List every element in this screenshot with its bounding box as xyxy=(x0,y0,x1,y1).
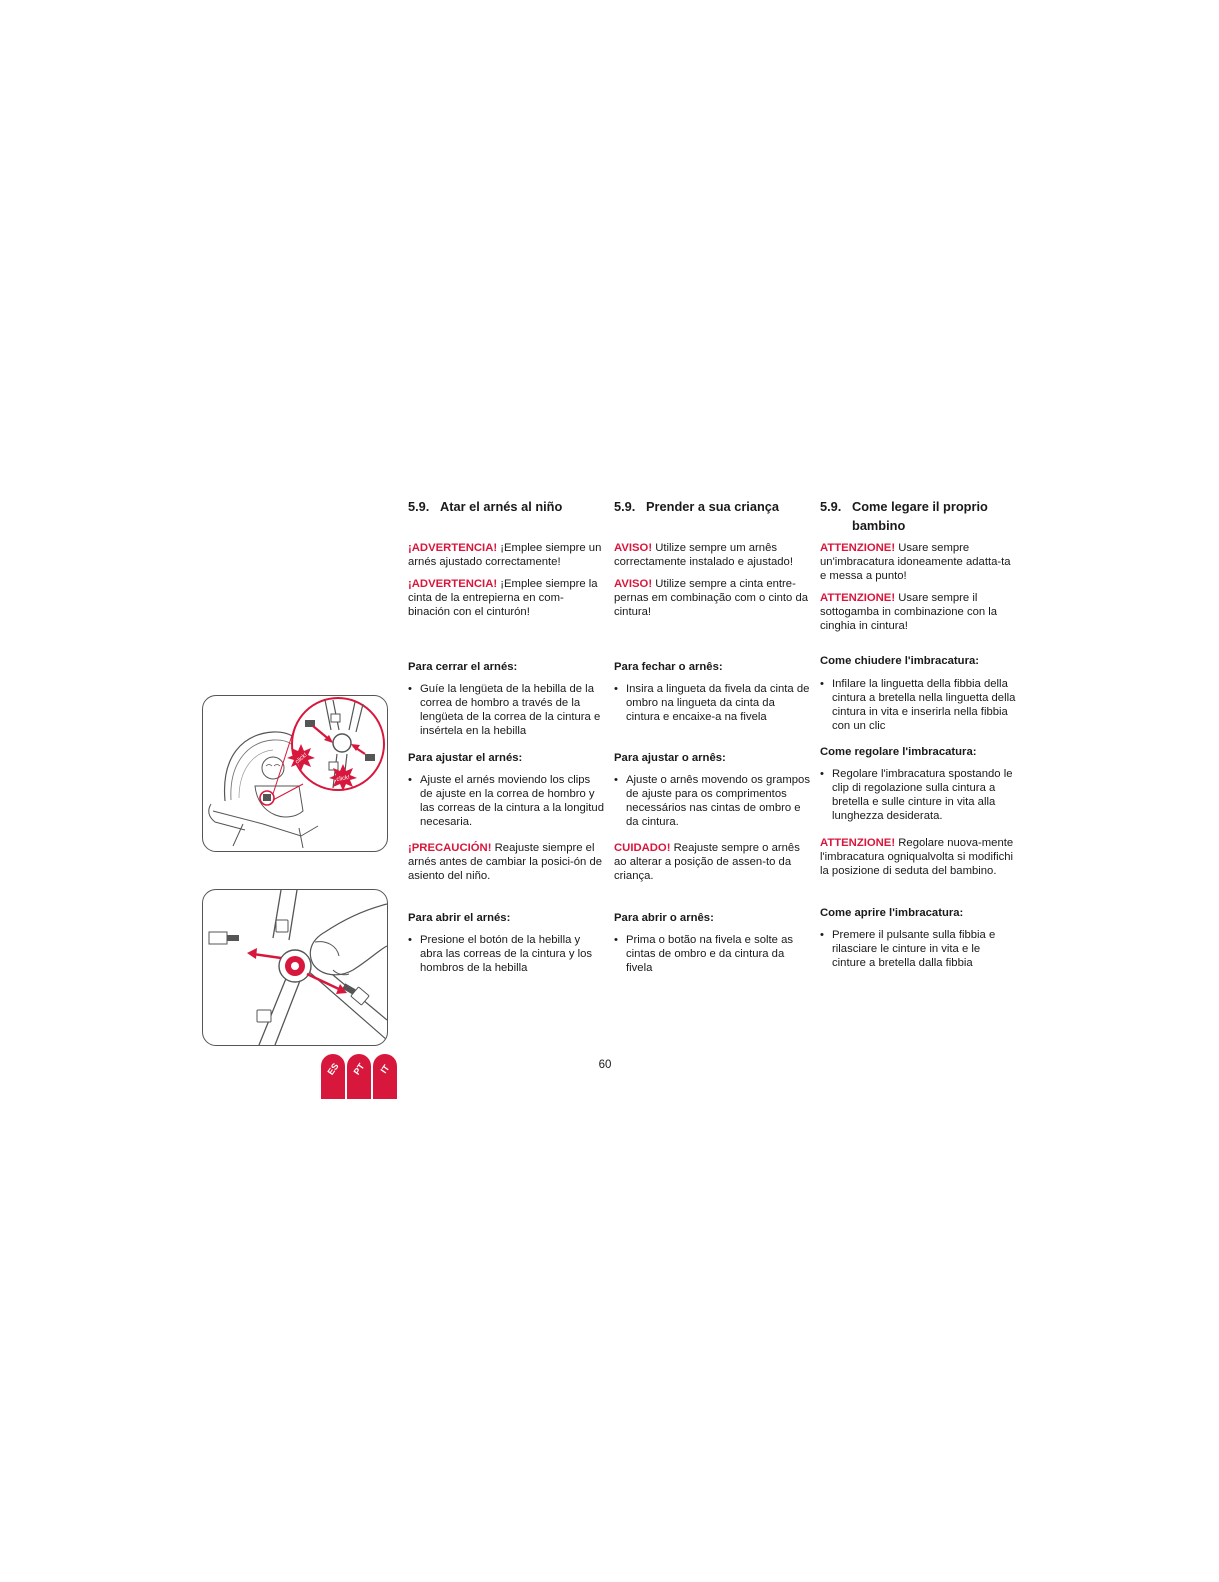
open-heading: Para abrir o arnês: xyxy=(614,912,714,924)
bullet-icon: • xyxy=(408,683,412,695)
open-bullet xyxy=(614,933,810,975)
harness-closing-illustration xyxy=(203,696,387,851)
caution-paragraph xyxy=(820,836,1016,878)
section-title: Atar el arnés al niño xyxy=(440,499,563,514)
close-bullet xyxy=(614,682,810,724)
adjust-heading: Para ajustar el arnés: xyxy=(408,752,523,764)
harness-closing-figure xyxy=(202,695,388,852)
warning-label: AVISO! xyxy=(614,578,653,590)
adjust-bullet xyxy=(820,767,1016,823)
bullet-text: Guíe la lengüeta de la hebilla de la correa de hombro a través de la lengüeta de la correa de la cintura e insértela en la hebilla xyxy=(420,683,601,737)
section-number: 5.9. xyxy=(614,499,636,514)
warning-label: ATTENZIONE! xyxy=(820,542,896,554)
warning-paragraph xyxy=(820,541,1016,583)
bullet-icon: • xyxy=(408,774,412,786)
bullet-icon: • xyxy=(614,774,618,786)
bullet-icon: • xyxy=(614,934,618,946)
caution-text: Reajuste sempre o arnês ao alterar a posição de assen-to da criança. xyxy=(614,842,800,882)
bullet-text: Ajuste el arnés moviendo los clips de ajuste en la correa de hombro y las correas de la cintura a la longitud necesaria. xyxy=(420,774,604,828)
caution-label: ¡PRECAUCIÓN! xyxy=(408,842,492,854)
language-tab-label: IT xyxy=(378,1062,392,1076)
bullet-text: Insira a lingueta da fivela da cinta de ombro na lingueta da cinta da cintura e encaixe-a na fivela xyxy=(626,683,810,723)
section-heading-pt xyxy=(614,497,810,516)
close-heading: Come chiudere l'imbracatura: xyxy=(820,655,980,667)
adjust-bullet xyxy=(408,773,604,829)
section-heading-it xyxy=(820,497,1016,535)
warning-label: ATTENZIONE! xyxy=(820,592,896,604)
bullet-text: Infilare la linguetta della fibbia della cintura a bretella nella linguetta della cintura in vita e inserirla nella fibbia con un clic xyxy=(832,678,1016,732)
warning-text: Usare sempre un'imbracatura idoneamente adatta-ta e messa a punto! xyxy=(820,542,1011,582)
bullet-text: Presione el botón de la hebilla y abra las correas de la cintura y los hombros de la hebilla xyxy=(420,934,593,974)
warning-text: ¡Emplee siempre la cinta de la entrepierna en com-binación con el cinturón! xyxy=(408,578,598,618)
open-heading: Come aprire l'imbracatura: xyxy=(820,907,964,919)
open-bullet xyxy=(408,933,604,975)
caution-paragraph xyxy=(408,841,604,883)
warning-paragraph xyxy=(614,577,810,619)
warning-paragraph xyxy=(820,591,1016,633)
harness-opening-figure xyxy=(202,889,388,1046)
close-bullet xyxy=(820,677,1016,733)
warning-paragraph xyxy=(408,541,604,569)
language-tab-it xyxy=(373,1054,397,1099)
bullet-text: Ajuste o arnês movendo os grampos de ajuste para os comprimentos necessários nas cintas de ombro e da cintura. xyxy=(626,774,810,828)
open-bullet xyxy=(820,928,1016,970)
warning-text: Utilize sempre a cinta entre-pernas em combinação com o cinto da cintura! xyxy=(614,578,809,618)
bullet-icon: • xyxy=(820,678,824,690)
bullet-icon: • xyxy=(408,934,412,946)
caution-label: CUIDADO! xyxy=(614,842,671,854)
bullet-icon: • xyxy=(820,929,824,941)
language-tab-es xyxy=(321,1054,345,1099)
warning-text: Utilize sempre um arnês correctamente instalado e ajustado! xyxy=(614,542,793,568)
harness-opening-illustration xyxy=(203,890,387,1045)
warning-paragraph xyxy=(408,577,604,619)
bullet-icon: • xyxy=(820,768,824,780)
adjust-heading: Come regolare l'imbracatura: xyxy=(820,746,977,758)
adjust-heading: Para ajustar o arnês: xyxy=(614,752,726,764)
warning-label: ¡ADVERTENCIA! xyxy=(408,542,498,554)
language-tab-label: ES xyxy=(325,1061,341,1077)
section-number: 5.9. xyxy=(408,499,430,514)
page-number: 60 xyxy=(598,1059,612,1071)
bullet-icon: • xyxy=(614,683,618,695)
language-tab-label: PT xyxy=(351,1061,367,1077)
click-label: click! xyxy=(294,752,309,766)
bullet-text: Premere il pulsante sulla fibbia e rilasciare le cinture in vita e le cinture a bretella dalla fibbia xyxy=(832,929,996,969)
bullet-text: Regolare l'imbracatura spostando le clip di regolazione sulla cintura a bretella e sulle cinture in vita alla lunghezza desiderata. xyxy=(832,768,1013,822)
section-title: Come legare il proprio bambino xyxy=(852,499,988,533)
caution-text: Regolare nuova-mente l'imbracatura ogniqualvolta si modifichi la posizione di seduta del bambino. xyxy=(820,837,1014,877)
open-heading: Para abrir el arnés: xyxy=(408,912,511,924)
bullet-text: Prima o botão na fivela e solte as cintas de ombro e da cintura da fivela xyxy=(626,934,794,974)
close-bullet xyxy=(408,682,604,738)
section-title: Prender a sua criança xyxy=(646,499,780,514)
section-number: 5.9. xyxy=(820,499,842,514)
click-label: click! xyxy=(336,774,351,784)
warning-label: AVISO! xyxy=(614,542,653,554)
close-heading: Para cerrar el arnés: xyxy=(408,661,518,673)
warning-text: Usare sempre il sottogamba in combinazione con la cinghia in cintura! xyxy=(820,592,998,632)
caution-label: ATTENZIONE! xyxy=(820,837,896,849)
caution-paragraph xyxy=(614,841,810,883)
language-tab-pt xyxy=(347,1054,371,1099)
warning-label: ¡ADVERTENCIA! xyxy=(408,578,498,590)
warning-text: ¡Emplee siempre un arnés ajustado correctamente! xyxy=(408,542,602,568)
section-heading-es xyxy=(408,497,604,516)
warning-paragraph xyxy=(614,541,810,569)
adjust-bullet xyxy=(614,773,810,829)
caution-text: Reajuste siempre el arnés antes de cambiar la posici-ón de asiento del niño. xyxy=(408,842,603,882)
close-heading: Para fechar o arnês: xyxy=(614,661,723,673)
